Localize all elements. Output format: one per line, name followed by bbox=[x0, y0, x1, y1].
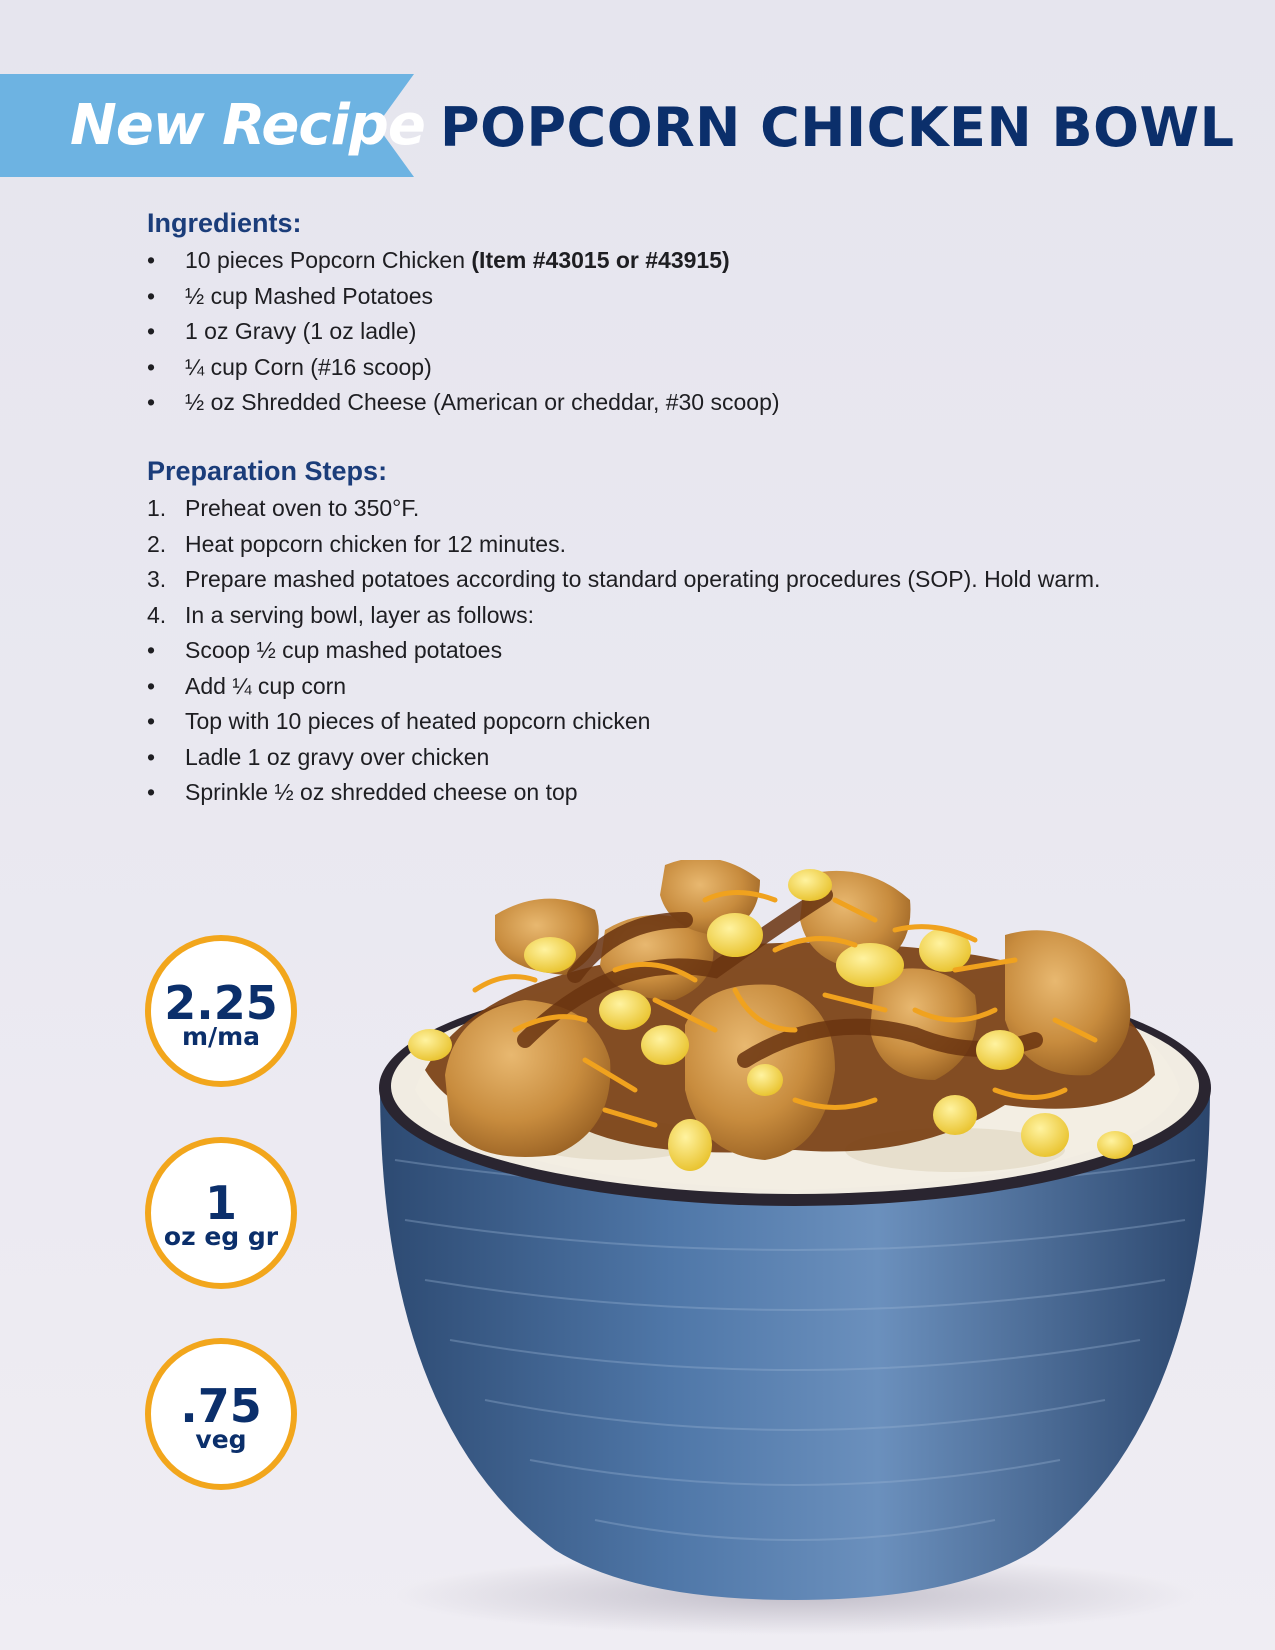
badge-value: 1 bbox=[204, 1176, 237, 1230]
badge-value: 2.25 bbox=[164, 976, 278, 1030]
layer-text: Sprinkle ½ oz shredded cheese on top bbox=[185, 779, 578, 805]
step-item bbox=[147, 562, 1100, 598]
nutrition-badge-veg bbox=[145, 1338, 297, 1490]
ingredients-list bbox=[147, 243, 780, 421]
layer-item bbox=[147, 669, 1100, 705]
bullet: • bbox=[147, 247, 156, 273]
bullet: • bbox=[147, 743, 156, 770]
step-text: In a serving bowl, layer as follows: bbox=[185, 601, 534, 628]
step-text: Prepare mashed potatoes according to standard operating procedures (SOP). Hold warm. bbox=[185, 566, 1101, 592]
ingredient-item bbox=[147, 243, 780, 279]
ingredient-text: ½ oz Shredded Cheese (American or cheddar, #30 scoop) bbox=[185, 389, 780, 415]
layer-text: Scoop ½ cup mashed potatoes bbox=[185, 637, 503, 663]
bullet: • bbox=[147, 672, 156, 699]
ingredient-item bbox=[147, 279, 780, 315]
layer-text: Ladle 1 oz gravy over chicken bbox=[185, 743, 490, 770]
step-text: Heat popcorn chicken for 12 minutes. bbox=[185, 530, 566, 557]
step-item bbox=[147, 527, 1100, 563]
step-number: 3. bbox=[147, 566, 167, 592]
ingredient-item bbox=[147, 350, 780, 386]
badge-value: .75 bbox=[180, 1379, 262, 1433]
badge-unit: veg bbox=[195, 1425, 247, 1454]
badge-unit: oz eg gr bbox=[163, 1222, 279, 1251]
layer-item bbox=[147, 740, 1100, 776]
preparation-heading: Preparation Steps: bbox=[147, 456, 388, 486]
layer-text: Top with 10 pieces of heated popcorn chicken bbox=[185, 708, 651, 734]
badge-unit: m/ma bbox=[181, 1022, 261, 1051]
nutrition-badge-grain bbox=[145, 1137, 297, 1289]
ingredient-text: 1 oz Gravy (1 oz ladle) bbox=[185, 318, 417, 344]
bullet: • bbox=[147, 389, 156, 415]
layer-text: Add ¼ cup corn bbox=[185, 672, 347, 699]
step-number: 2. bbox=[147, 530, 167, 557]
layer-item bbox=[147, 775, 1100, 811]
ingredient-text: ½ cup Mashed Potatoes bbox=[185, 282, 434, 309]
preparation-steps-list bbox=[147, 491, 1100, 811]
ingredient-item bbox=[147, 314, 780, 350]
bullet: • bbox=[147, 779, 156, 805]
ingredient-text: 10 pieces Popcorn Chicken bbox=[185, 247, 472, 273]
step-item bbox=[147, 491, 1100, 527]
item-number: (Item #43015 or #43915) bbox=[471, 247, 730, 273]
popcorn-chicken-bowl-photo bbox=[355, 860, 1255, 1650]
step-number: 4. bbox=[147, 601, 167, 628]
nutrition-badge-meat bbox=[145, 935, 297, 1087]
page-title: POPCORN CHICKEN BOWL bbox=[440, 96, 1235, 159]
ingredients-heading: Ingredients: bbox=[147, 208, 302, 238]
step-text: Preheat oven to 350°F. bbox=[185, 495, 420, 521]
bullet: • bbox=[147, 282, 156, 309]
layer-item bbox=[147, 704, 1100, 740]
new-recipe-label: New Recipe bbox=[70, 93, 425, 158]
bullet: • bbox=[147, 353, 156, 380]
bullet: • bbox=[147, 708, 156, 734]
layer-item bbox=[147, 633, 1100, 669]
step-number: 1. bbox=[147, 495, 167, 521]
ingredient-text: ¼ cup Corn (#16 scoop) bbox=[185, 353, 432, 380]
step-item bbox=[147, 598, 1100, 634]
bullet: • bbox=[147, 318, 156, 344]
ingredient-item bbox=[147, 385, 780, 421]
bullet: • bbox=[147, 637, 156, 663]
